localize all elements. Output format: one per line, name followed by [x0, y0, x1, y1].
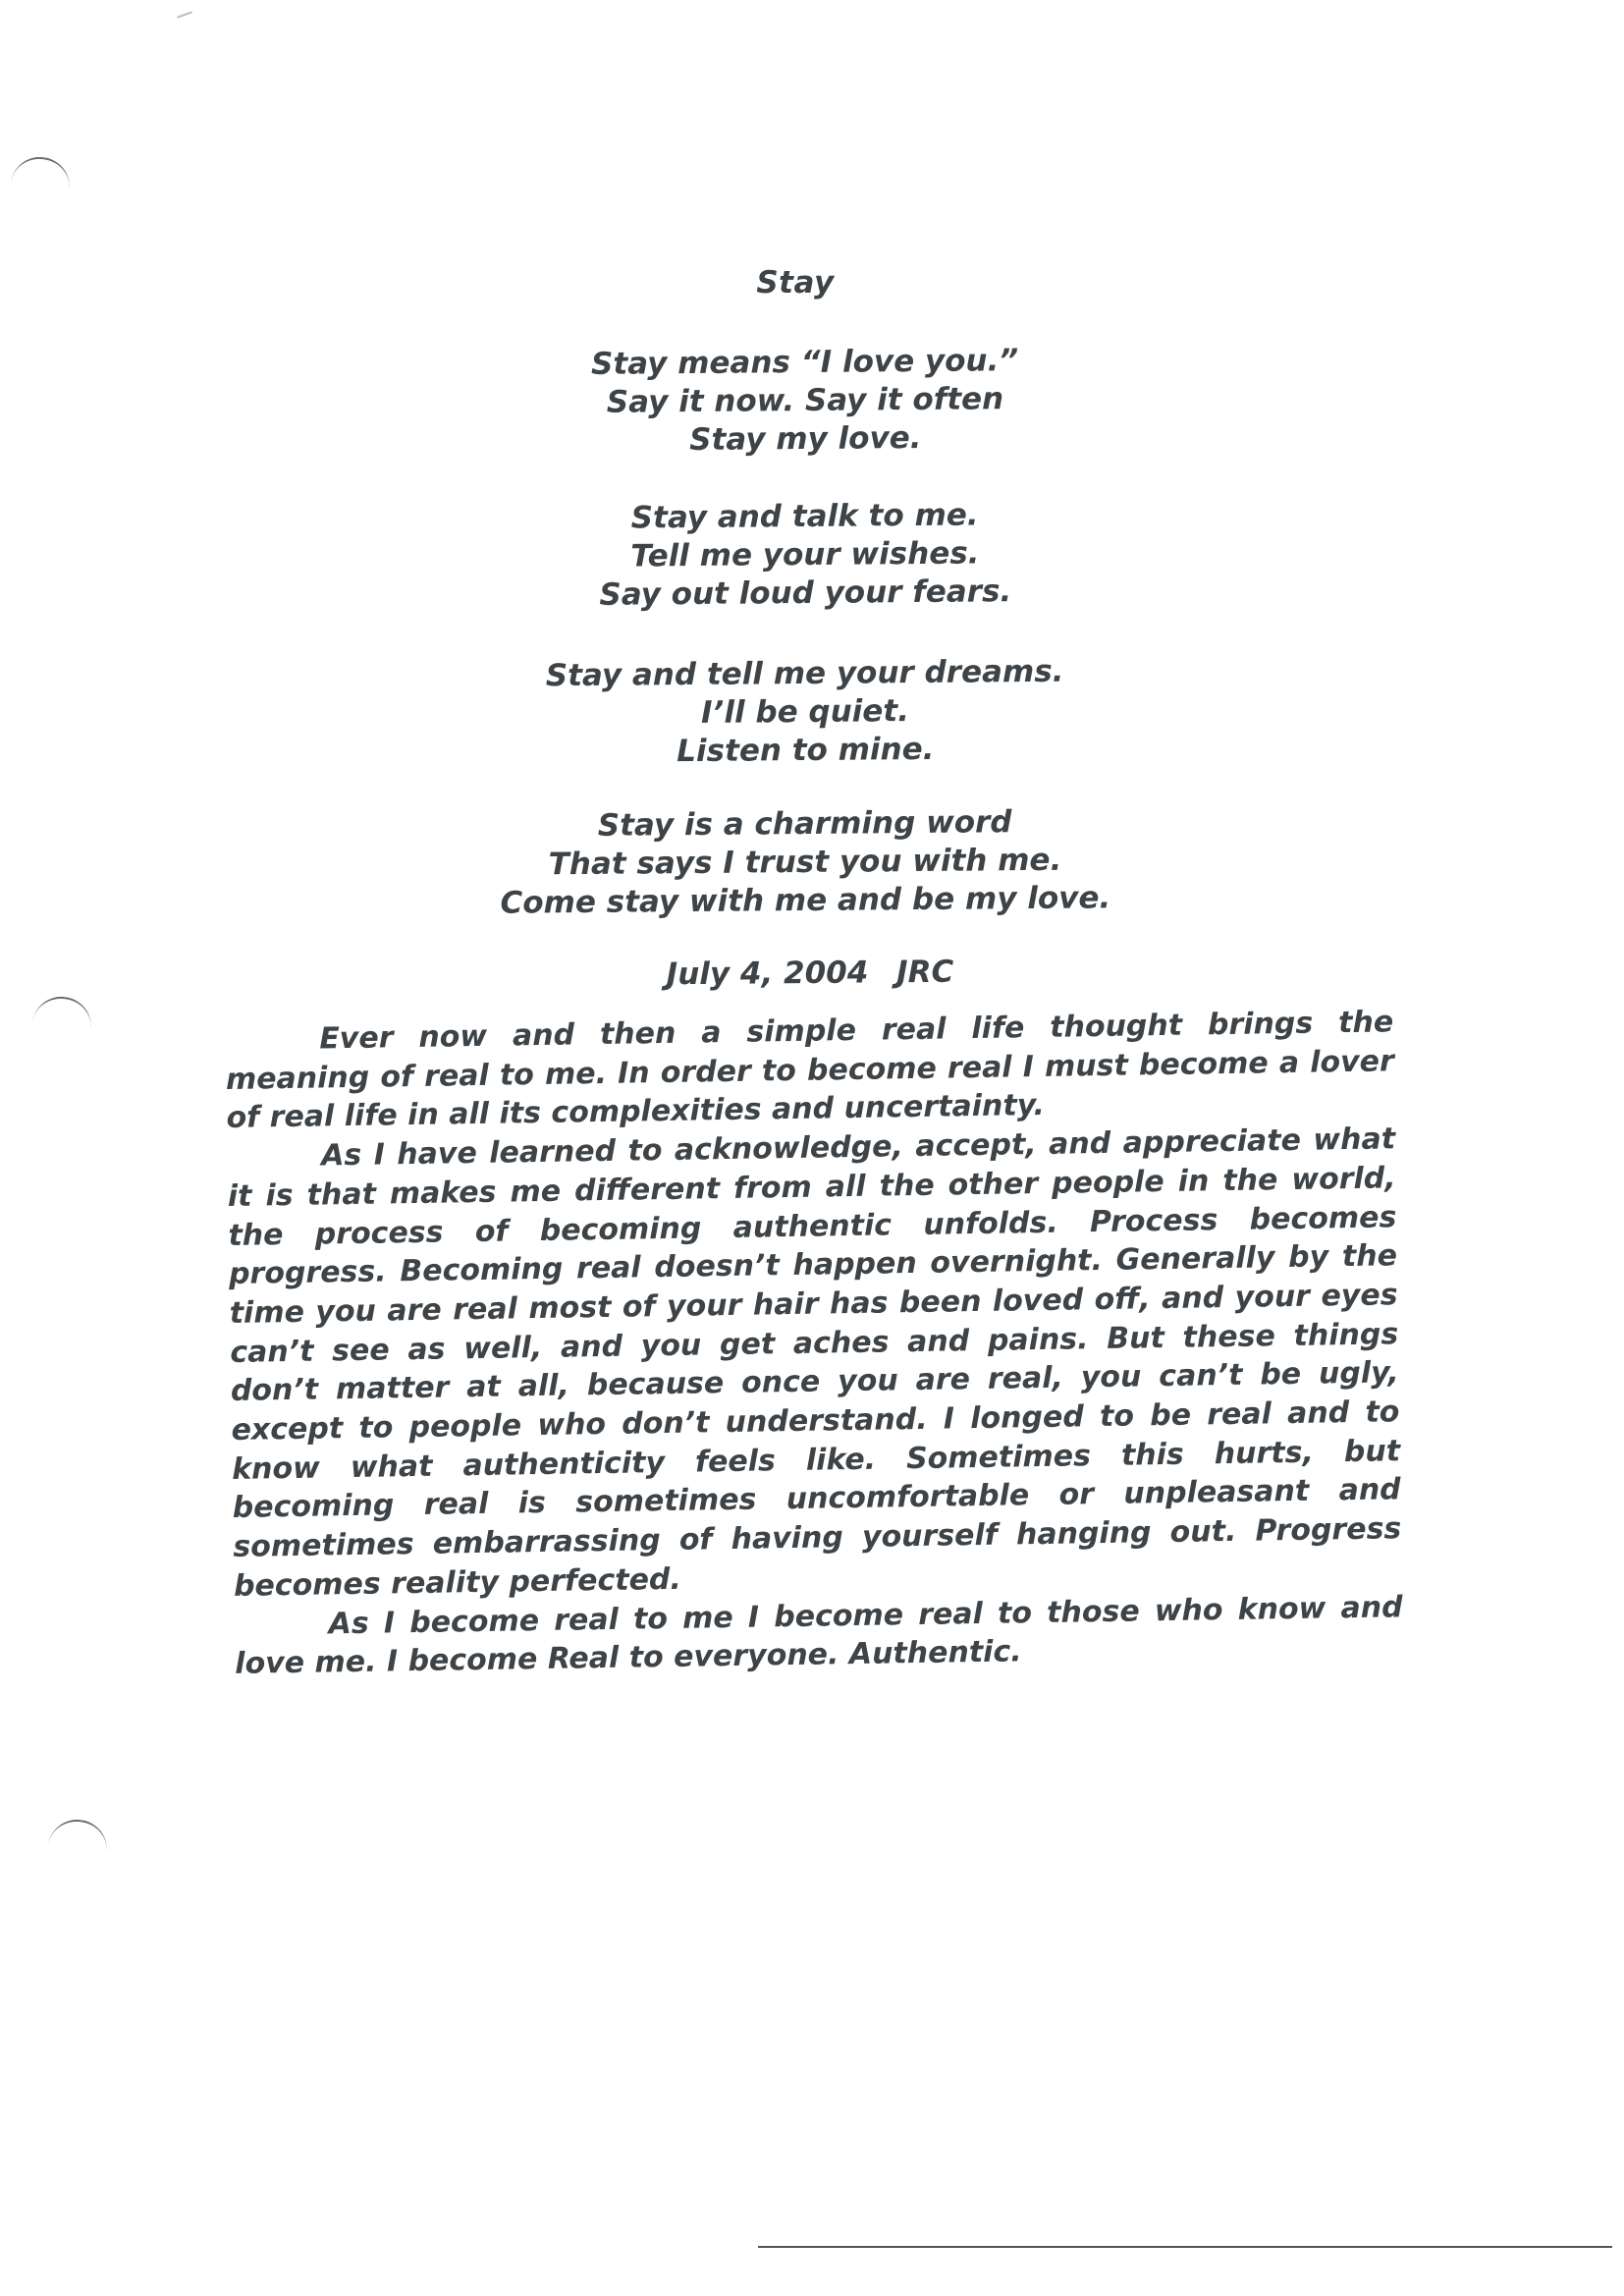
bottom-divider-line	[758, 2246, 1612, 2248]
poem-line: Stay is a charming word	[597, 804, 1012, 844]
poem-line: That says I trust you with me.	[548, 842, 1062, 883]
poem-author-initials: JRC	[895, 954, 954, 991]
prose-paragraph: Ever now and then a simple real life thought brings the meaning of real to me. In order to become real I must become a lover of real life in all its complexities and uncertainty.	[225, 1005, 1395, 1136]
poem-line: I’ll be quiet.	[700, 693, 910, 731]
poem-date: July 4, 2004	[666, 955, 869, 993]
poem-line: Tell me your wishes.	[630, 535, 980, 574]
poem-line: Say out loud your fears.	[599, 574, 1012, 613]
poem-line: Listen to mine.	[677, 731, 935, 770]
punch-hole-mark-bottom	[47, 1817, 109, 1858]
poem-title: Stay	[756, 265, 835, 301]
poem-stanza-4	[0, 798, 1610, 927]
poem-line: Stay my love.	[688, 419, 922, 459]
poem-line: Stay and tell me your dreams.	[545, 653, 1064, 694]
punch-hole-mark-middle	[31, 994, 93, 1035]
prose-paragraph: As I have learned to acknowledge, accept, and appreciate what it is that makes me different from all the other people in the world, the process of becoming authentic unfolds. Process becomes progress. Becoming real doesn’t happen overnight. Generally by the time you are real most of your hair has been loved off, and your eyes can’t see as well, and you get aches and pains. But these things don’t matter at all, because once you are real, you can’t be ugly, except to people who don’t understand. I longed to be real and to know what authenticity feels like. Sometimes this hurts, but becoming real is sometimes uncomfortable or unpleasant and sometimes embarrassing of having yourself hanging out. Progress becomes reality perfected.	[227, 1121, 1402, 1604]
poem-line: Stay means “I love you.”	[590, 343, 1019, 382]
scan-mark	[177, 11, 192, 18]
poem-line: Come stay with me and be my love.	[500, 880, 1111, 921]
poem-line: Say it now. Say it often	[606, 381, 1004, 420]
poem-stanza-1	[0, 337, 1610, 465]
prose-paragraph: As I become real to me I become real to those who know and love me. I become Real to everyone. Authentic.	[235, 1589, 1403, 1682]
poem-stanza-3	[0, 648, 1610, 777]
poem-stanza-2	[0, 491, 1610, 620]
prose-body	[225, 1003, 1403, 1684]
poem-signature-line	[0, 949, 1620, 998]
poem-line: Stay and talk to me.	[630, 497, 979, 536]
punch-hole-mark-top	[10, 154, 72, 195]
